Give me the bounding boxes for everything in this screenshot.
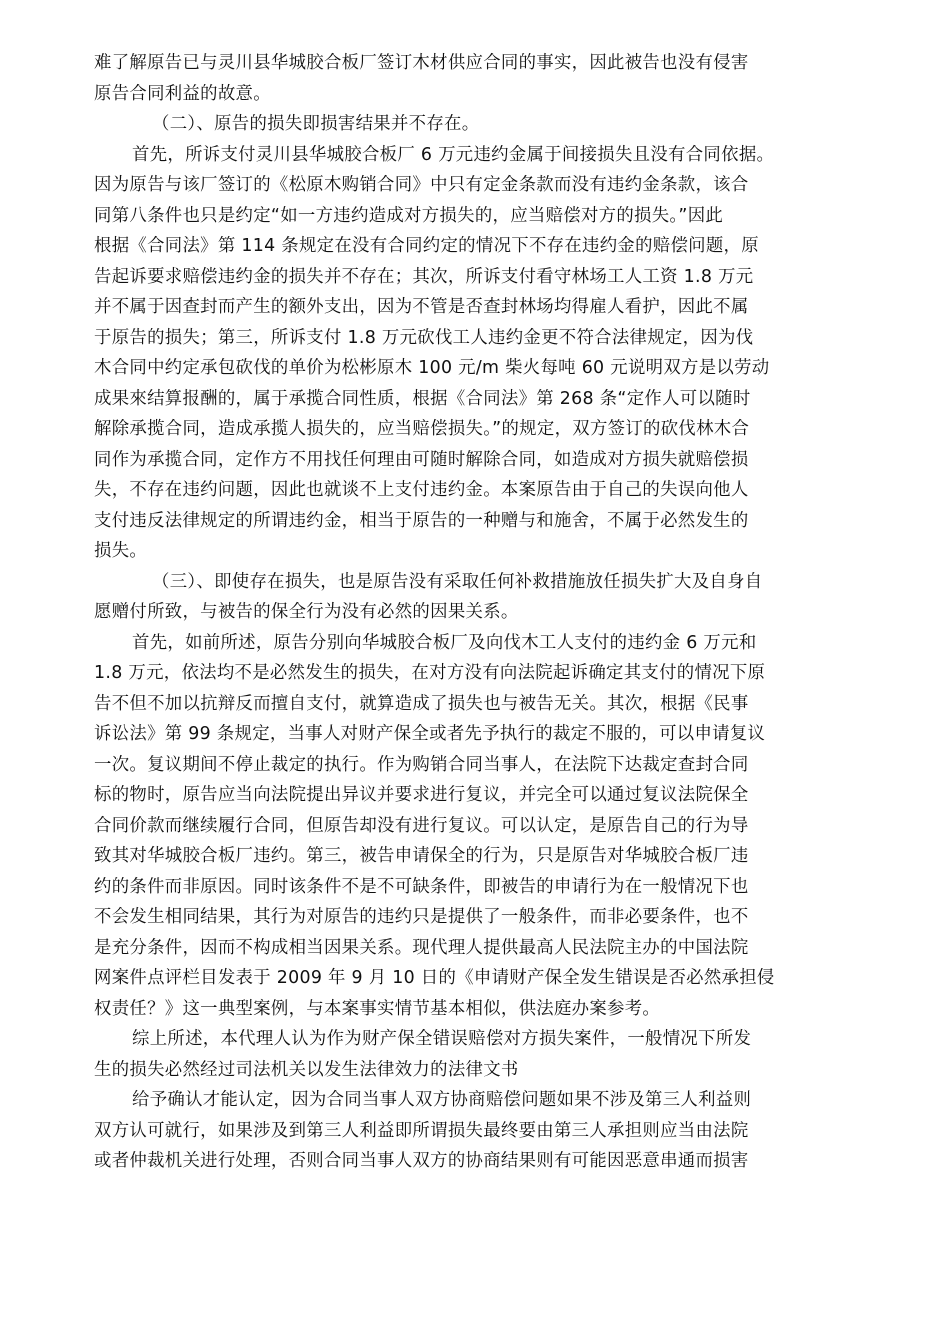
text-line: 1.8 万元，依法均不是必然发生的损失，在对方没有向法院起诉确定其支付的情况下原 bbox=[94, 663, 766, 683]
text-line: 网案件点评栏目发表于 2009 年 9 月 10 日的《申请财产保全发生错误是否必然承担侵 bbox=[94, 968, 775, 988]
text-line: 解除承揽合同，造成承揽人损失的，应当赔偿损失。”的规定，双方签订的砍伐林木合 bbox=[94, 419, 750, 439]
text-line: 权责任？》这一典型案例，与本案事实情节基本相似，供法庭办案参考。 bbox=[94, 998, 661, 1019]
text-line: （三）、即使存在损失，也是原告没有采取任何补救措施放任损失扩大及自身自 bbox=[152, 571, 763, 592]
text-line: 成果來结算报酬的，属于承揽合同性质，根据《合同法》第 268 条“定作人可以随时 bbox=[94, 388, 751, 409]
text-line: 一次。复议期间不停止裁定的执行。作为购销合同当事人，在法院下达裁定查封合同 bbox=[94, 754, 749, 775]
text-line: 致其对华城胶合板厂违约。第三，被告申请保全的行为，只是原告对华城胶合板厂违 bbox=[94, 846, 749, 866]
text-line: 损失。 bbox=[94, 541, 148, 561]
text-line: 同第八条件也只是约定“如一方违约造成对方损失的，应当赔偿对方的损失。”因此 bbox=[94, 205, 724, 226]
text-line: 愿赠付所致，与被告的保全行为没有必然的因果关系。 bbox=[94, 602, 519, 622]
text-line: 是充分条件，因而不构成相当因果关系。现代理人提供最高人民法院主办的中国法院 bbox=[94, 937, 749, 958]
text-line: 失，不存在违约问题，因此也就谈不上支付违约金。本案原告由于自己的失误向他人 bbox=[94, 480, 749, 500]
text-line: 根据《合同法》第 114 条规定在没有合同约定的情况下不存在违约金的赔偿问题，原 bbox=[94, 236, 759, 256]
text-line: 告起诉要求赔偿违约金的损失并不存在；其次，所诉支付看守林场工人工资 1.8 万元 bbox=[94, 266, 754, 287]
text-line: 给予确认才能认定，因为合同当事人双方协商赔偿问题如果不涉及第三人利益则 bbox=[132, 1090, 752, 1110]
text-line: 因为原告与该厂签订的《松原木购销合同》中只有定金条款而没有违约金条款，该合 bbox=[94, 175, 749, 195]
text-line: 并不属于因查封而产生的额外支出，因为不管是否查封林场均得雇人看护，因此不属 bbox=[94, 297, 749, 317]
body-text bbox=[94, 48, 864, 1177]
text-line: 或者仲裁机关进行处理，否则合同当事人双方的协商结果则有可能因恶意串通而损害 bbox=[94, 1151, 749, 1171]
text-line: 难了解原告已与灵川县华城胶合板厂签订木材供应合同的事实，因此被告也没有侵害 bbox=[94, 53, 749, 73]
text-line: 标的物时，原告应当向法院提出异议并要求进行复议，并完全可以通过复议法院保全 bbox=[94, 785, 749, 805]
text-line: （二）、原告的损失即损害结果并不存在。 bbox=[152, 114, 480, 134]
text-line: 首先，如前所述，原告分别向华城胶合板厂及向伐木工人支付的违约金 6 万元和 bbox=[132, 632, 757, 653]
text-line: 合同价款而继续履行合同，但原告却没有进行复议。可以认定，是原告自己的行为导 bbox=[94, 815, 749, 836]
text-line: 于原告的损失；第三，所诉支付 1.8 万元砍伐工人违约金更不符合法律规定，因为伐 bbox=[94, 327, 754, 348]
text-line: 约的条件而非原因。同时该条件不是不可缺条件，即被告的申请行为在一般情况下也 bbox=[94, 876, 749, 897]
text-line: 综上所述，本代理人认为作为财产保全错误赔偿对方损失案件，一般情况下所发 bbox=[132, 1029, 752, 1049]
text-line: 支付违反法律规定的所谓违约金，相当于原告的一种赠与和施舍，不属于必然发生的 bbox=[94, 510, 749, 531]
text-line: 同作为承揽合同，定作方不用找任何理由可随时解除合同，如造成对方损失就赔偿损 bbox=[94, 449, 749, 470]
text-line: 原告合同利益的故意。 bbox=[94, 83, 271, 104]
text-line: 不会发生相同结果，其行为对原告的违约只是提供了一般条件，而非必要条件，也不 bbox=[94, 907, 749, 927]
text-line: 生的损失必然经过司法机关以发生法律效力的法律文书 bbox=[94, 1059, 519, 1080]
text-line: 告不但不加以抗辩反而擅自支付，就算造成了损失也与被告无关。其次，根据《民事 bbox=[94, 693, 749, 714]
text-line: 双方认可就行，如果涉及到第三人利益即所谓损失最终要由第三人承担则应当由法院 bbox=[94, 1120, 749, 1141]
document-body bbox=[94, 48, 864, 1177]
text-line: 首先，所诉支付灵川县华城胶合板厂 6 万元违约金属于间接损失且没有合同依据。 bbox=[132, 144, 775, 165]
text-line: 诉讼法》第 99 条规定，当事人对财产保全或者先予执行的裁定不服的，可以申请复议 bbox=[94, 724, 766, 744]
text-line: 木合同中约定承包砍伐的单价为松彬原木 100 元/m 柴火每吨 60 元说明双方是以劳动 bbox=[94, 358, 770, 378]
